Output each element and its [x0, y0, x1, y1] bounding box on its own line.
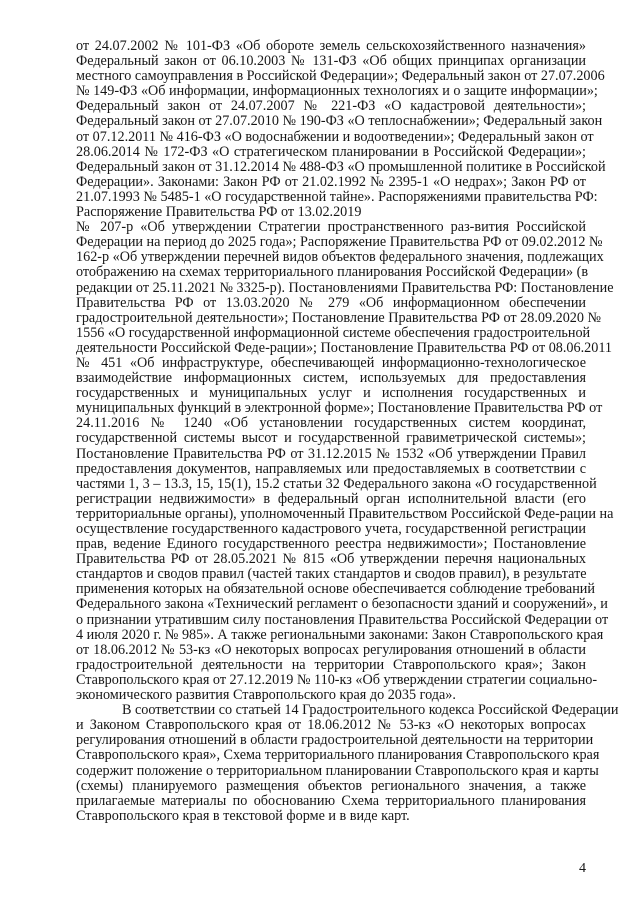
text-line: 4 июля 2020 г. № 985». А также региональными законами: Закон Ставропольского края: [76, 626, 604, 643]
text-line: Федеральный закон от 27.07.2010 № 190-ФЗ «О теплоснабжении»; Федеральный закон: [76, 113, 603, 130]
text-line: содержит положение о территориальном планировании Ставропольского края и карты: [76, 762, 599, 779]
text-line: Правительства РФ от 28.05.2021 № 815 «Об утверждении перечня национальных: [76, 551, 586, 568]
text-line: Федерации на период до 2025 года»; Распоряжение Правительства РФ от 09.02.2012 №: [76, 234, 603, 251]
text-line: отображению на схемах территориального планирования Российской Федерации» (в: [76, 264, 589, 281]
text-line: от 07.12.2011 № 416-ФЗ «О водоснабжении и водоотведении»; Федеральный закон от: [76, 128, 594, 145]
text-line: государственной системы высот и государственной гравиметрической системы»;: [76, 430, 586, 447]
text-line: частями 1, 3 – 13.3, 15, 15(1), 15.2 статьи 32 Федерального закона «О государственной: [76, 475, 597, 492]
text-line: прав, ведение Единого государственного реестра недвижимости»; Постановление: [76, 536, 586, 553]
text-line: регулирования отношений в области градостроительной деятельности на территории: [76, 732, 594, 749]
text-line: Федерации». Законами: Закон РФ от 21.02.1992 № 2395-1 «О недрах»; Закон РФ от: [76, 173, 586, 190]
text-line: Ставропольского края от 27.12.2019 № 110-кз «Об утверждении стратегии социально-: [76, 671, 598, 688]
text-line: 28.06.2014 № 172-ФЗ «О стратегическом планировании в Российской Федерации»;: [76, 143, 586, 160]
text-line: Ставропольского края в текстовой форме и в виде карт.: [76, 807, 410, 824]
text-line: Постановление Правительства РФ от 31.12.2015 № 1532 «Об утверждении Правил: [76, 445, 586, 462]
text-line: редакции от 25.11.2021 № 3325-р). Постановлениями Правительства РФ: Постановление: [76, 279, 614, 296]
text-line: Федеральный закон от 31.12.2014 № 488-ФЗ «О промышленной политике в Российской: [76, 158, 606, 175]
page-number: 4: [579, 861, 586, 876]
text-line: от 24.07.2002 № 101-ФЗ «Об обороте земель сельскохозяйственного назначения»: [76, 38, 586, 54]
text-line: деятельности Российской Феде-рации»; Постановление Правительства РФ от 08.06.2011: [76, 339, 613, 356]
text-line: № 451 «Об инфраструктуре, обеспечивающей информационно-технологическое: [76, 354, 586, 371]
document-body: [76, 38, 619, 824]
text-line: экономического развития Ставропольского края до 2035 года».: [76, 687, 456, 704]
text-line: Распоряжение Правительства РФ от 13.02.2019: [76, 204, 362, 221]
text-line: стандартов и сводов правил (частей таких стандартов и сводов правил), в результате: [76, 566, 587, 583]
text-line: Федерального закона «Технический регламент о безопасности зданий и сооружений», и: [76, 596, 608, 613]
text-line: Федеральный закон от 24.07.2007 № 221-ФЗ «О кадастровой деятельности»;: [76, 98, 586, 115]
text-line: предоставления документов, направляемых или предоставляемых в соответствии с: [76, 460, 586, 477]
text-line: градостроительной деятельности»; Постановление Правительства РФ от 28.09.2020 №: [76, 309, 602, 326]
text-line: территориальные органы), уполномоченный Правительством Российской Феде-рации на: [76, 505, 614, 522]
text-line: муниципальных функций в электронной форме»; Постановление Правительства РФ от: [76, 400, 603, 417]
paragraph-first-line: В соответствии со статьей 14 Градостроительного кодекса Российской Федерации: [122, 702, 619, 719]
text-line: (схемы) планируемого размещения объектов регионального значения, а также: [76, 777, 586, 794]
text-line: Правительства РФ от 13.03.2020 № 279 «Об информационном обеспечении: [76, 294, 586, 311]
text-line: местного самоуправления в Российской Федерации»; Федеральный закон от 27.07.2006: [76, 68, 605, 85]
text-line: о признании утратившим силу постановления Правительства Российской Федерации от: [76, 611, 609, 628]
text-line: применения которых на обязательной основе обеспечивается соблюдение требований: [76, 581, 595, 598]
text-line: Федеральный закон от 06.10.2003 № 131-ФЗ «Об общих принципах организации: [76, 53, 586, 70]
text-line: 162-р «Об утверждении перечней видов объектов федерального значения, подлежащих: [76, 249, 604, 266]
text-line: № 149-ФЗ «Об информации, информационных технологиях и о защите информации»;: [76, 83, 598, 100]
text-line: Ставропольского края», Схема территориального планирования Ставропольского края: [76, 747, 600, 764]
text-line: взаимодействие информационных систем, используемых для предоставления: [76, 370, 586, 387]
text-line: 24.11.2016 № 1240 «Об установлении государственных систем координат,: [76, 415, 586, 432]
text-line: градостроительной деятельности на территории Ставропольского края»; Закон: [76, 656, 586, 673]
text-line: осуществление государственного кадастрового учета, государственной регистрации: [76, 521, 586, 537]
text-line: регистрации недвижимости» в федеральный орган исполнительной власти (его: [76, 490, 586, 507]
text-line: государственных и муниципальных услуг и исполнения государственных и: [76, 385, 586, 402]
text-line: от 18.06.2012 № 53-кз «О некоторых вопросах регулирования отношений в области: [76, 641, 586, 658]
text-line: № 207-р «Об утверждении Стратегии пространственного раз-вития Российской: [76, 219, 586, 236]
text-line: 21.07.1993 № 5485-1 «О государственной тайне». Распоряжениями правительства РФ:: [76, 188, 598, 205]
text-line: прилагаемые материалы по обоснованию Схема территориального планирования: [76, 792, 586, 809]
text-line: и Законом Ставропольского края от 18.06.2012 № 53-кз «О некоторых вопросах: [76, 717, 586, 734]
text-line: 1556 «О государственной информационной системе обеспечения градостроительной: [76, 324, 591, 341]
